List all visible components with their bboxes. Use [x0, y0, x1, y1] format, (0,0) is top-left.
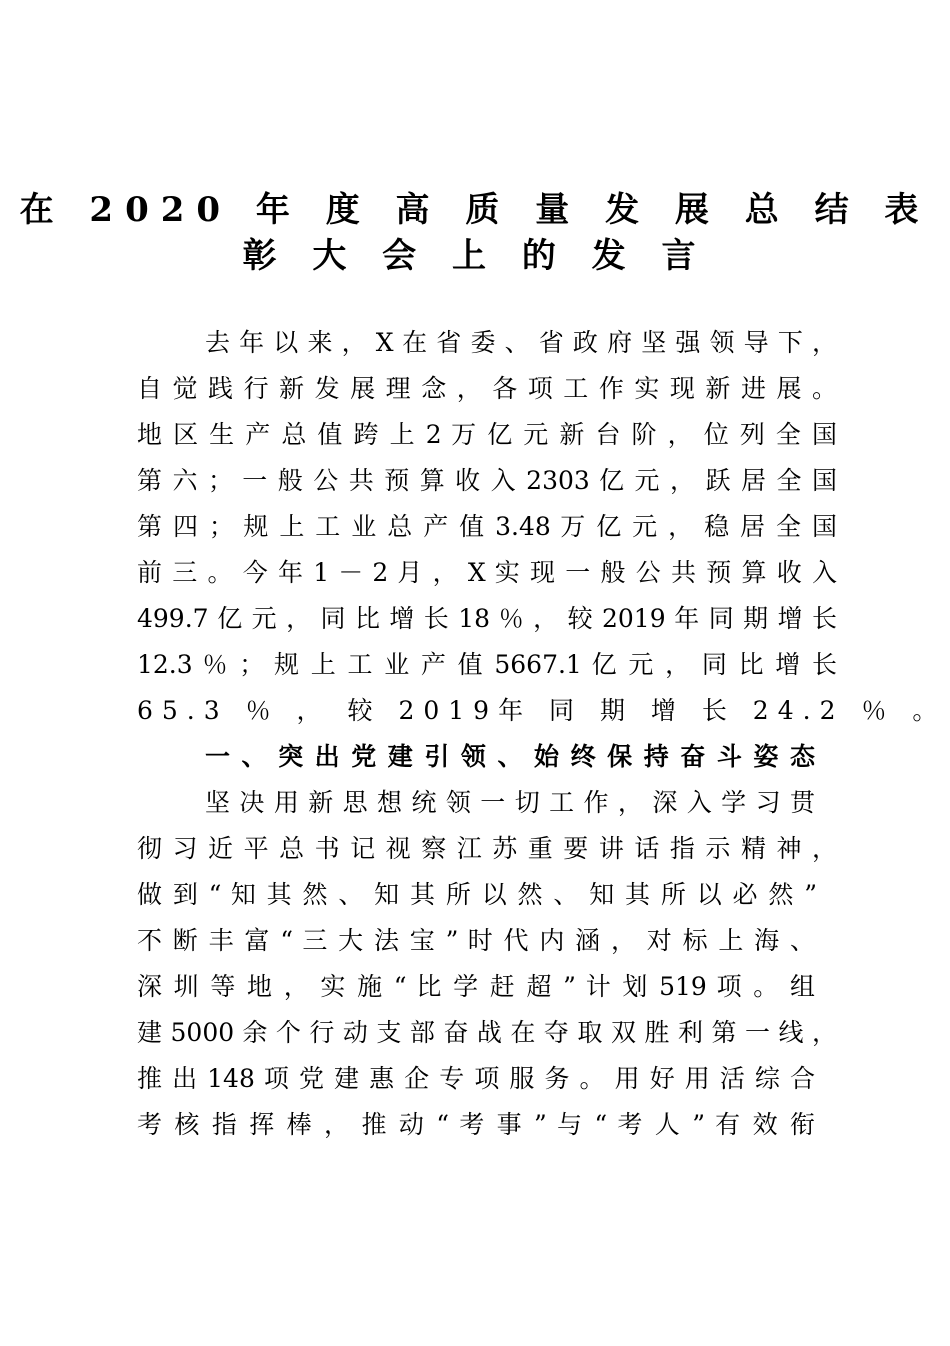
paragraph-1-line: 第 四 ； 规 上 工 业 总 产 值 3.48 万 亿 元 ， 稳 居 全 国	[137, 512, 837, 541]
section-1-heading: 一 、 突 出 党 建 引 领 、 始 终 保 持 奋 斗 姿 态	[205, 742, 815, 771]
paragraph-2-line: 建 5000 余 个 行 动 支 部 奋 战 在 夺 取 双 胜 利 第 一 线 ，	[137, 1018, 837, 1047]
paragraph-1-line: 去 年 以 来 ， X 在 省 委 、 省 政 府 坚 强 领 导 下 ，	[205, 328, 837, 357]
paragraph-1-line: 地 区 生 产 总 值 跨 上 2 万 亿 元 新 台 阶 ， 位 列 全 国	[137, 420, 837, 449]
paragraph-2-line: 推 出 148 项 党 建 惠 企 专 项 服 务 。 用 好 用 活 综 合	[137, 1064, 815, 1093]
paragraph-1-line: 前 三 。 今 年 1 － 2 月 ， X 实 现 一 般 公 共 预 算 收 入	[137, 558, 837, 587]
paragraph-1-line: 499.7 亿 元 ， 同 比 增 长 18 ％ ， 较 2019 年 同 期 增 长	[137, 604, 837, 633]
paragraph-1-line: 自 觉 践 行 新 发 展 理 念 ， 各 项 工 作 实 现 新 进 展 。	[137, 374, 837, 403]
paragraph-1-line: 第 六 ； 一 般 公 共 预 算 收 入 2303 亿 元 ， 跃 居 全 国	[137, 466, 837, 495]
paragraph-2-line: 深 圳 等 地 ， 实 施 “ 比 学 赶 超 ” 计 划 519 项 。 组	[137, 972, 815, 1001]
document-title-line-2: 彰 大 会 上 的 发 言	[242, 236, 708, 276]
paragraph-2-line: 坚 决 用 新 思 想 统 领 一 切 工 作 ， 深 入 学 习 贯	[205, 788, 815, 817]
paragraph-2-line: 彻 习 近 平 总 书 记 视 察 江 苏 重 要 讲 话 指 示 精 神 ，	[137, 834, 837, 863]
document-title-line-1: 在 2020 年 度 高 质 量 发 展 总 结 表	[19, 190, 931, 230]
paragraph-1-line: 65.3 ％ ， 较 2019年 同 期 增 长 24.2 ％ 。	[137, 696, 947, 725]
paragraph-2-line: 考 核 指 挥 棒 ， 推 动 “ 考 事 ” 与 “ 考 人 ” 有 效 衔	[137, 1110, 815, 1139]
paragraph-2-line: 做 到 “ 知 其 然 、 知 其 所 以 然 、 知 其 所 以 必 然 ”	[137, 880, 817, 909]
paragraph-2-line: 不 断 丰 富 “ 三 大 法 宝 ” 时 代 内 涵 ， 对 标 上 海 、	[137, 926, 815, 955]
paragraph-1-line: 12.3 ％ ； 规 上 工 业 产 值 5667.1 亿 元 ， 同 比 增 长	[137, 650, 837, 679]
